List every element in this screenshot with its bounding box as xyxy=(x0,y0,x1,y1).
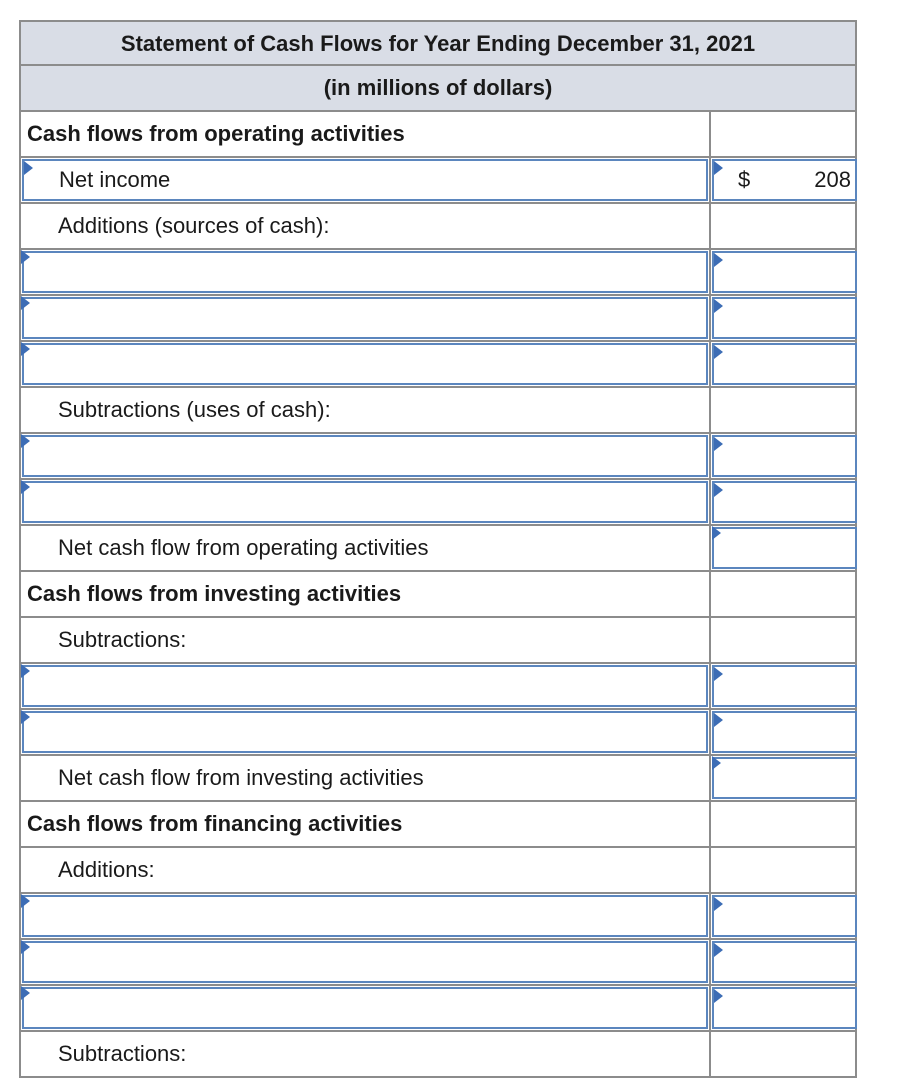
dropdown-marker-icon[interactable] xyxy=(21,342,30,356)
column-divider xyxy=(709,938,711,986)
op-additions-label-row xyxy=(19,204,857,250)
column-divider xyxy=(709,616,711,664)
column-divider xyxy=(709,708,711,756)
op-addition-row-1 xyxy=(19,250,857,296)
op-net-row xyxy=(19,526,857,572)
column-divider xyxy=(709,662,711,710)
dropdown-marker-icon[interactable] xyxy=(714,667,723,681)
inv-net-value-input[interactable] xyxy=(712,757,857,799)
op-addition-row-3 xyxy=(19,342,857,388)
op-net-value-input[interactable] xyxy=(712,527,857,569)
op-addition-label-input-3[interactable] xyxy=(22,343,708,385)
op-subtraction-row-2 xyxy=(19,480,857,526)
dropdown-marker-icon[interactable] xyxy=(21,664,30,678)
dropdown-marker-icon[interactable] xyxy=(714,483,723,497)
fin-additions-label: Additions: xyxy=(58,857,155,882)
column-divider xyxy=(709,202,711,250)
op-net-label: Net cash flow from operating activities xyxy=(58,535,429,560)
op-subtraction-value-input-1[interactable] xyxy=(712,435,857,477)
inv-subtraction-label-input-1[interactable] xyxy=(22,665,708,707)
op-subtraction-label-input-1[interactable] xyxy=(22,435,708,477)
column-divider xyxy=(709,984,711,1032)
dropdown-marker-icon[interactable] xyxy=(714,437,723,451)
statement-units: (in millions of dollars) xyxy=(323,75,553,100)
net-income-row xyxy=(19,158,857,204)
dropdown-marker-icon[interactable] xyxy=(712,756,721,770)
column-divider xyxy=(709,524,711,572)
fin-additions-label-row xyxy=(19,848,857,894)
column-divider xyxy=(709,386,711,434)
dropdown-marker-icon[interactable] xyxy=(714,943,723,957)
dropdown-marker-icon[interactable] xyxy=(712,526,721,540)
inv-subtractions-label: Subtractions: xyxy=(58,627,187,652)
op-subtractions-label-row xyxy=(19,388,857,434)
net-income-value: 208 xyxy=(814,167,851,192)
column-divider xyxy=(709,478,711,526)
fin-addition-row-2 xyxy=(19,940,857,986)
dropdown-marker-icon[interactable] xyxy=(714,713,723,727)
fin-addition-value-input-2[interactable] xyxy=(712,941,857,983)
dropdown-marker-icon[interactable] xyxy=(714,299,723,313)
column-divider xyxy=(709,892,711,940)
financing-heading: Cash flows from financing activities xyxy=(27,811,403,836)
op-additions-label: Additions (sources of cash): xyxy=(58,213,330,238)
fin-subtractions-label-row xyxy=(19,1032,857,1078)
op-addition-value-input-1[interactable] xyxy=(712,251,857,293)
dropdown-marker-icon[interactable] xyxy=(21,894,30,908)
dropdown-marker-icon[interactable] xyxy=(24,161,33,175)
inv-subtractions-label-row xyxy=(19,618,857,664)
investing-heading-row xyxy=(19,572,857,618)
column-divider xyxy=(709,432,711,480)
column-divider xyxy=(709,846,711,894)
column-divider xyxy=(709,294,711,342)
fin-addition-label-input-1[interactable] xyxy=(22,895,708,937)
op-addition-row-2 xyxy=(19,296,857,342)
op-addition-label-input-2[interactable] xyxy=(22,297,708,339)
column-divider xyxy=(709,1030,711,1078)
dropdown-marker-icon[interactable] xyxy=(21,250,30,264)
inv-net-row xyxy=(19,756,857,802)
fin-addition-row-1 xyxy=(19,894,857,940)
cash-flow-statement-table xyxy=(19,20,857,1078)
dropdown-marker-icon[interactable] xyxy=(21,434,30,448)
dropdown-marker-icon[interactable] xyxy=(21,986,30,1000)
fin-addition-row-3 xyxy=(19,986,857,1032)
dropdown-marker-icon[interactable] xyxy=(714,989,723,1003)
dropdown-marker-icon[interactable] xyxy=(21,940,30,954)
op-subtraction-row-1 xyxy=(19,434,857,480)
inv-subtraction-row-2 xyxy=(19,710,857,756)
fin-subtractions-label: Subtractions: xyxy=(58,1041,187,1066)
fin-addition-value-input-1[interactable] xyxy=(712,895,857,937)
op-subtractions-label: Subtractions (uses of cash): xyxy=(58,397,331,422)
inv-subtraction-row-1 xyxy=(19,664,857,710)
op-addition-value-input-3[interactable] xyxy=(712,343,857,385)
inv-net-label: Net cash flow from investing activities xyxy=(58,765,424,790)
inv-subtraction-value-input-2[interactable] xyxy=(712,711,857,753)
fin-addition-label-input-3[interactable] xyxy=(22,987,708,1029)
dropdown-marker-icon[interactable] xyxy=(714,897,723,911)
net-income-label-box xyxy=(22,159,708,201)
column-divider xyxy=(709,248,711,296)
statement-title: Statement of Cash Flows for Year Ending December 31, 2021 xyxy=(120,31,756,56)
dropdown-marker-icon[interactable] xyxy=(21,480,30,494)
dropdown-marker-icon[interactable] xyxy=(714,345,723,359)
dropdown-marker-icon[interactable] xyxy=(21,296,30,310)
column-divider xyxy=(709,340,711,388)
net-income-value-box[interactable] xyxy=(712,159,857,201)
dropdown-marker-icon[interactable] xyxy=(714,253,723,267)
financing-heading-row xyxy=(19,802,857,848)
investing-heading: Cash flows from investing activities xyxy=(27,581,402,606)
op-subtraction-label-input-2[interactable] xyxy=(22,481,708,523)
net-income-label: Net income xyxy=(59,167,171,192)
dropdown-marker-icon[interactable] xyxy=(714,161,723,175)
column-divider xyxy=(709,570,711,618)
op-addition-value-input-2[interactable] xyxy=(712,297,857,339)
operating-heading-row xyxy=(19,112,857,158)
operating-heading: Cash flows from operating activities xyxy=(27,121,405,146)
fin-addition-value-input-3[interactable] xyxy=(712,987,857,1029)
column-divider xyxy=(709,754,711,802)
currency-symbol: $ xyxy=(738,167,751,192)
table-subtitle xyxy=(19,66,857,112)
inv-subtraction-value-input-1[interactable] xyxy=(712,665,857,707)
fin-addition-label-input-2[interactable] xyxy=(22,941,708,983)
op-subtraction-value-input-2[interactable] xyxy=(712,481,857,523)
column-divider xyxy=(709,800,711,848)
table-title xyxy=(19,20,857,66)
column-divider xyxy=(709,110,711,158)
dropdown-marker-icon[interactable] xyxy=(21,710,30,724)
op-addition-label-input-1[interactable] xyxy=(22,251,708,293)
inv-subtraction-label-input-2[interactable] xyxy=(22,711,708,753)
column-divider xyxy=(709,156,711,204)
